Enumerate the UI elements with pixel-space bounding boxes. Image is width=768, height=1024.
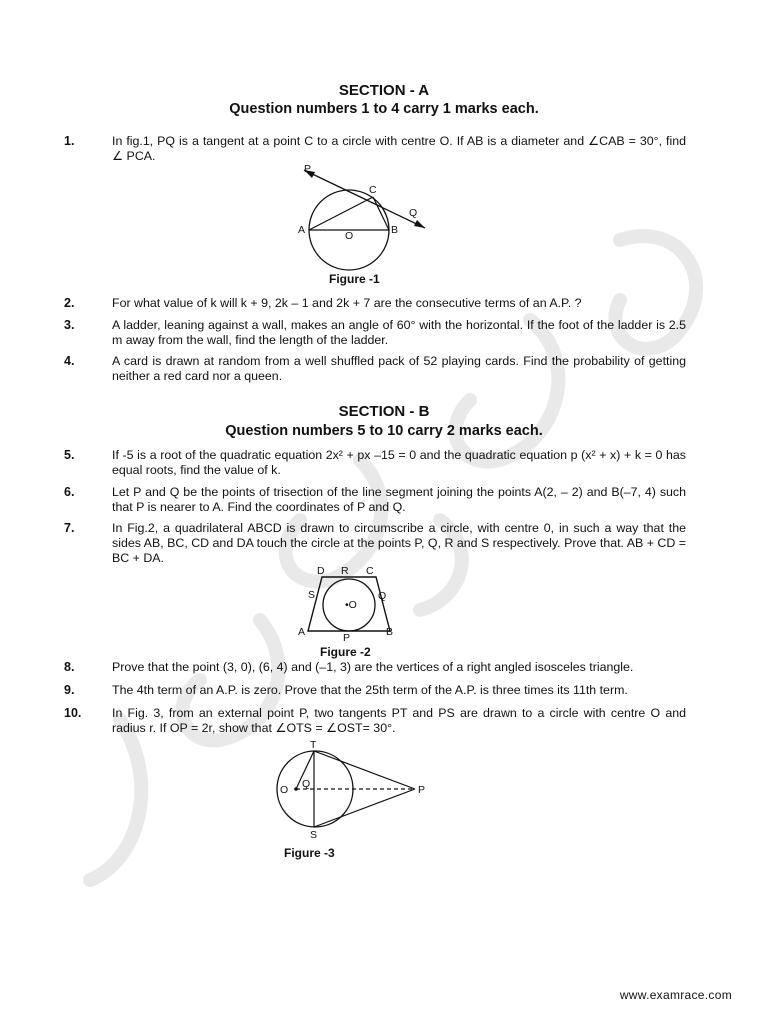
chord-cb: [373, 197, 389, 230]
label-a: A: [298, 626, 306, 638]
label-p: P: [418, 784, 426, 796]
question-text: The 4th term of an A.P. is zero. Prove that the 25th term of the A.P. is three times its 11th term.: [112, 683, 628, 697]
question-number: 1.: [64, 134, 75, 148]
label-r: R: [341, 565, 349, 577]
tangent-ps: [314, 789, 415, 827]
question-text: In Fig.2, a quadrilateral ABCD is drawn to circumscribe a circle, with centre 0, in such a way that the sides AB, BC, CD and DA touch the circle at the points P, Q, R and S respectively. Prove that. AB + CD = BC + DA.: [112, 521, 686, 565]
question-number: 2.: [64, 296, 75, 310]
question-text: In fig.1, PQ is a tangent at a point C to a circle with centre O. If AB is a diameter and ∠CAB = 30°, find ∠ PCA.: [112, 134, 686, 163]
question-text: In Fig. 3, from an external point P, two tangents PT and PS are drawn to a circle with centre O and radius r. If OP = 2r, show that ∠OTS = ∠OST= 30°.: [112, 706, 686, 735]
figure-2-diagram: [294, 562, 404, 644]
question-text: A ladder, leaning against a wall, makes an angle of 60° with the horizontal. If the foot of the ladder is 2.5 m away from the wall, find the length of the ladder.: [112, 318, 686, 347]
figure-3-diagram: [270, 736, 440, 840]
label-p: P: [343, 632, 351, 644]
question-number: 7.: [64, 521, 75, 535]
label-o: •O: [345, 599, 357, 611]
question-number: 9.: [64, 683, 75, 697]
label-q: Q: [378, 590, 387, 602]
question-text: For what value of k will k + 9, 2k – 1 and 2k + 7 are the consecutive terms of an A.P. ?: [112, 296, 582, 310]
label-d: D: [317, 565, 325, 577]
question-number: 3.: [64, 318, 75, 332]
label-b: B: [391, 224, 399, 236]
question-text: Let P and Q be the points of trisection of the line segment joining the points A(2, – 2) and B(–7, 4) such that P is nearer to A. Find the coordinates of P and Q.: [112, 485, 686, 514]
section-a-subtitle: Question numbers 1 to 4 carry 1 marks each.: [229, 101, 539, 117]
footer-site-link[interactable]: www.examrace.com: [619, 988, 732, 1002]
figure-1-caption: Figure -1: [329, 272, 380, 286]
question-text: A card is drawn at random from a well shuffled pack of 52 playing cards. Find the probability of getting neither a red card nor a queen.: [112, 354, 686, 383]
question-text: If -5 is a root of the quadratic equation 2x² + px –15 = 0 and the quadratic equation p (x² + x) + k = 0 has equal roots, find the value of k.: [112, 448, 686, 477]
label-c: C: [366, 565, 374, 577]
label-p: P: [304, 163, 312, 175]
figure-3-caption: Figure -3: [284, 846, 335, 860]
label-s: S: [308, 589, 316, 601]
arrow-head-q: [414, 220, 425, 228]
label-c: C: [369, 184, 377, 196]
figure-2-caption: Figure -2: [320, 645, 371, 659]
label-q: Q: [302, 778, 311, 790]
section-a-title: SECTION - A: [338, 82, 430, 99]
section-b-title: SECTION - B: [338, 403, 430, 420]
question-number: 8.: [64, 660, 75, 674]
tangent-pq: [304, 170, 425, 228]
tangent-pt: [314, 751, 415, 789]
label-q: Q: [409, 207, 418, 219]
figure-1-diagram: [290, 160, 440, 272]
label-s: S: [310, 829, 318, 841]
question-text: Prove that the point (3, 0), (6, 4) and (–1, 3) are the vertices of a right angled isosceles triangle.: [112, 660, 634, 674]
label-o: O: [280, 784, 289, 796]
label-o: O: [345, 230, 354, 242]
question-number: 10.: [64, 706, 82, 720]
section-b-subtitle: Question numbers 5 to 10 carry 2 marks each.: [225, 423, 543, 439]
label-a: A: [298, 224, 306, 236]
question-number: 5.: [64, 448, 75, 462]
label-b: B: [386, 626, 394, 638]
centre-point: [294, 787, 298, 791]
question-number: 4.: [64, 354, 75, 368]
question-number: 6.: [64, 485, 75, 499]
label-t: T: [310, 739, 317, 751]
chord-ac: [309, 197, 373, 230]
